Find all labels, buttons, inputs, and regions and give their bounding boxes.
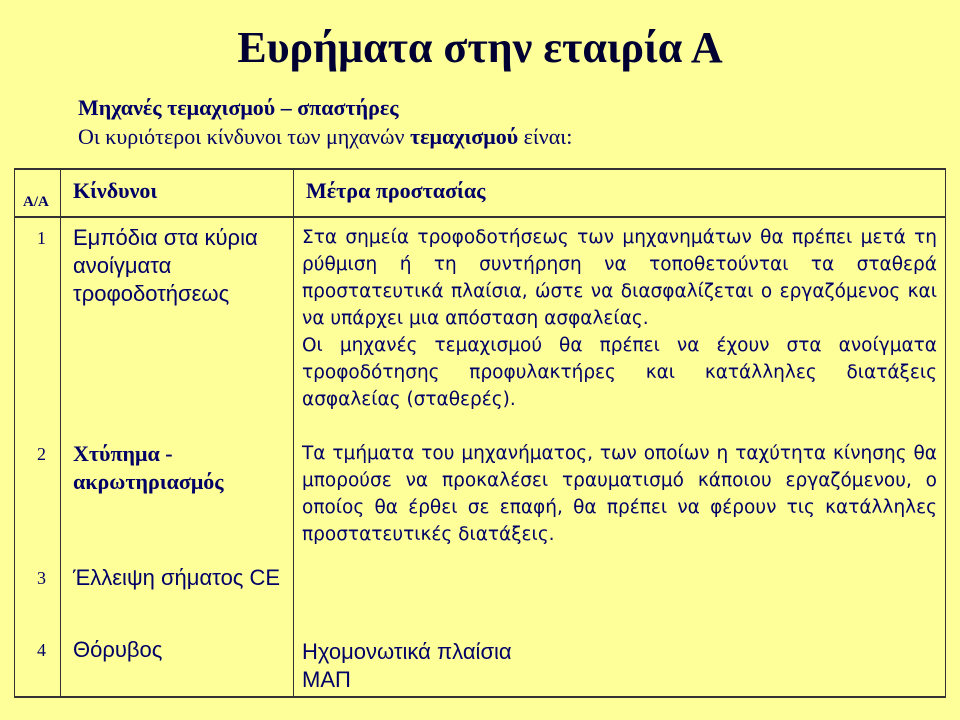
slide-title: Ευρήματα στην εταιρία Α	[237, 23, 723, 72]
row-num: 4	[37, 640, 46, 660]
row-num: 3	[37, 568, 46, 588]
row-risk: Θόρυβος	[73, 637, 163, 662]
subtitle-bold-word: τεμαχισμού	[410, 124, 519, 149]
table-row	[15, 630, 946, 697]
subtitle-prefix: Οι κυριότεροι κίνδυνοι των μηχανών	[78, 124, 405, 149]
table-row	[15, 434, 946, 558]
row-measure: Τα τμήματα του μηχανήματος, των οποίων η ταχύτητα κίνησης θα μπορούσε να προκαλέσει τραυματισμό κάποιου εργαζόμενου, ο οποίος θα έρθει σε επαφή, θα πρέπει να φέρουν τις κατάλληλες προστατευτικές διατάξεις.	[302, 443, 937, 545]
table-header-row	[15, 169, 946, 217]
row-risk: Χτύπημα - ακρωτηριασμός	[73, 441, 224, 494]
row-num: 2	[37, 444, 46, 464]
row-num: 1	[37, 228, 46, 248]
row-measure: Στα σημεία τροφοδοτήσεως των μηχανημάτων θα πρέπει μετά τη ρύθμιση ή τη συντήρηση να τοποθετούνται τα σταθερά προστατευτικά πλαίσια, ώστε να διασφαλίζεται ο εργαζόμενος και να υπάρχει μια απόσταση ασφαλείας.	[302, 227, 937, 329]
header-num: Α/Α	[15, 169, 61, 217]
row-measure: Ηχομονωτικά πλαίσια ΜΑΠ	[302, 639, 512, 692]
row-measure: Οι μηχανές τεμαχισμού θα πρέπει να έχουν στα ανοίγματα τροφοδότησης προφυλακτήρες και κατάλληλες διατάξεις ασφαλείας (σταθερές).	[302, 335, 937, 410]
row-risk: Έλλειψη σήματος CE	[73, 565, 281, 590]
header-risks: Κίνδυνοι	[61, 169, 294, 217]
risks-table	[14, 168, 946, 698]
table-row	[15, 558, 946, 630]
subtitle-machines: Μηχανές τεμαχισμού – σπαστήρες	[78, 95, 399, 120]
row-risk: Εμπόδια στα κύρια ανοίγματα τροφοδοτήσεως	[73, 225, 258, 306]
subtitle-suffix: είναι:	[523, 124, 573, 149]
header-measures: Μέτρα προστασίας	[294, 169, 946, 217]
table-row	[15, 217, 946, 434]
subtitle-risks-intro	[78, 124, 572, 150]
